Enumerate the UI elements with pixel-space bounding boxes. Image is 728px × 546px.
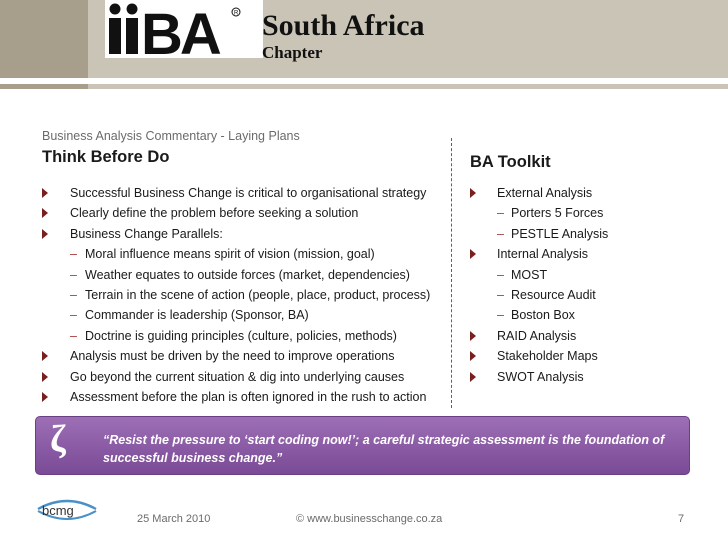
bullet-triangle-icon: [42, 229, 48, 239]
page-number: 7: [678, 513, 685, 525]
svg-text:bcmg: bcmg: [42, 503, 74, 518]
bullet-triangle-icon: [470, 331, 476, 341]
bullet-triangle-icon: [470, 188, 476, 198]
bullet-triangle-icon: [42, 208, 48, 218]
dash-bullet-icon: –: [497, 226, 504, 241]
dash-bullet-icon: –: [497, 308, 504, 323]
bullet-triangle-icon: [470, 372, 476, 382]
bullet-triangle-icon: [42, 188, 48, 198]
dash-bullet-icon: –: [497, 206, 504, 221]
column-divider: [451, 138, 452, 408]
dash-bullet-icon: –: [70, 328, 77, 343]
quote-text: “Resist the pressure to ‘start coding now!’; a careful strategic assessment is the foundation of successful business change.”: [103, 433, 665, 465]
bullet-triangle-icon: [42, 392, 48, 402]
bullet-triangle-icon: [470, 351, 476, 361]
bullet-triangle-icon: [470, 249, 476, 259]
quote-box: [35, 416, 690, 475]
dash-bullet-icon: –: [497, 287, 504, 302]
toolkit-title: BA Toolkit: [470, 153, 551, 171]
breadcrumb: Business Analysis Commentary - Laying Plans: [42, 129, 300, 143]
dash-bullet-icon: –: [70, 247, 77, 262]
chapter-title: South Africa: [262, 9, 425, 42]
footer-date: 25 March 2010: [137, 513, 211, 525]
header-band-accent: [0, 84, 88, 89]
chapter-subtitle: Chapter: [262, 43, 323, 62]
bcmg-logo: [36, 495, 98, 529]
page-title: Think Before Do: [42, 148, 170, 166]
dash-bullet-icon: –: [70, 287, 77, 302]
footer-copyright: © www.businesschange.co.za: [296, 513, 443, 525]
dash-bullet-icon: –: [70, 267, 77, 282]
header-accent-block: [0, 0, 88, 78]
quote-mark-icon: ζ: [50, 418, 66, 460]
bullet-triangle-icon: [42, 351, 48, 361]
iiba-logo: [105, 0, 263, 58]
dash-bullet-icon: –: [70, 308, 77, 323]
header-band: [0, 84, 728, 89]
bullet-triangle-icon: [42, 372, 48, 382]
dash-bullet-icon: –: [497, 267, 504, 282]
svg-text:BA: BA: [141, 2, 219, 58]
svg-text:R: R: [234, 10, 239, 17]
